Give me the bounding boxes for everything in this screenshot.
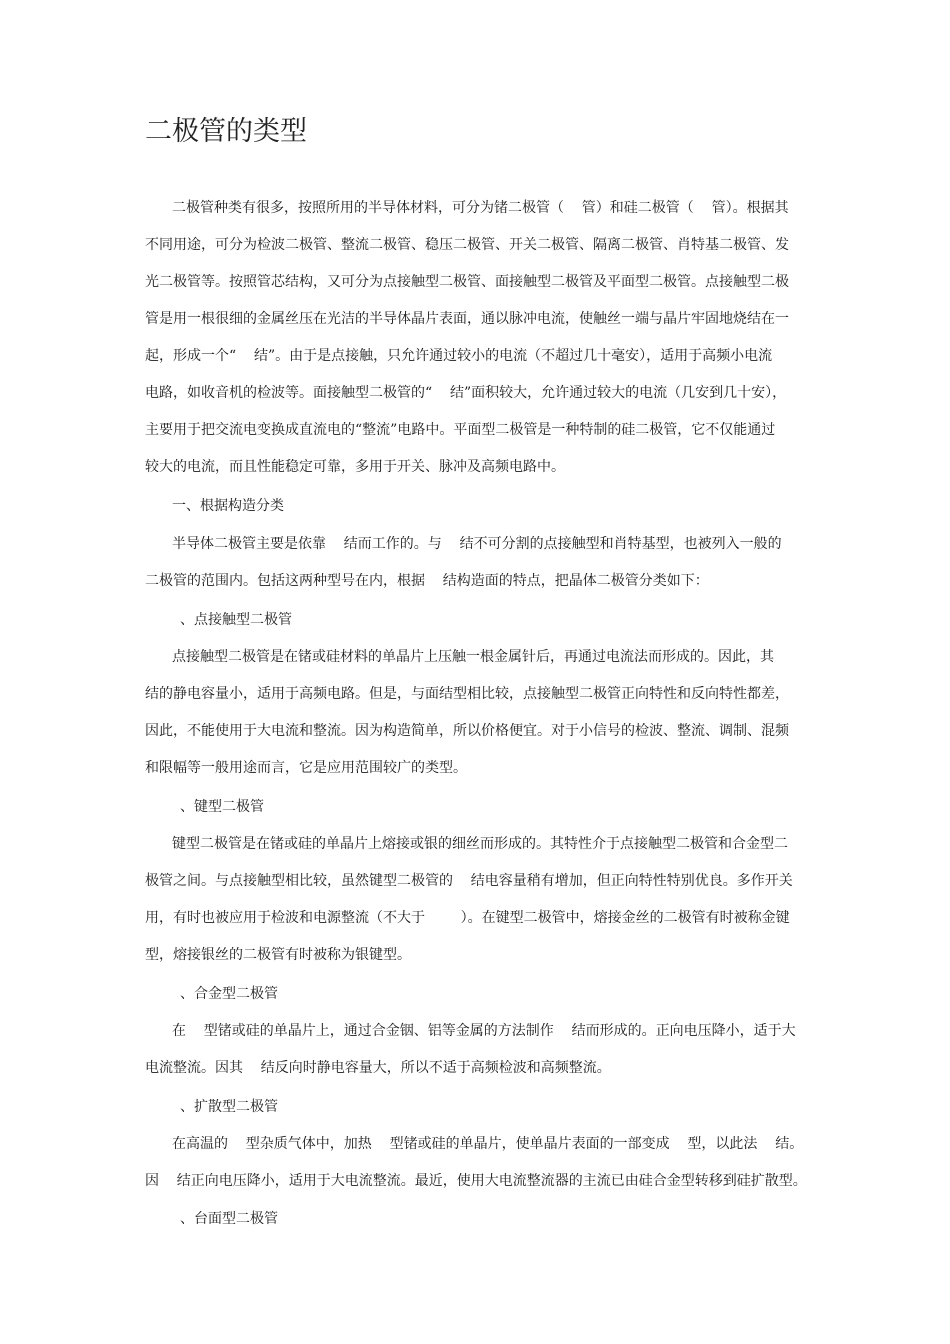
section-body-line: 型，熔接银丝的二极管有时被称为银键型。: [145, 947, 411, 963]
section-body-line: 用，有时也被应用于检波和电源整流（不大于 ）。在键型二极管中，熔接金丝的二极管有时被称金键: [145, 910, 790, 926]
section-body-line: 和限幅等一般用途而言，它是应用范围较广的类型。: [145, 760, 467, 776]
intro-line: 主要用于把交流电变换成直流电的“整流”电路中。平面型二极管是一种特制的硅二极管，它不仅能通过: [145, 422, 776, 438]
section-body-line: 在 型锗或硅的单晶片上，通过合金铟、铝等金属的方法制作 结而形成的。正向电压降小，适于大: [172, 1023, 796, 1039]
section-body-line: 在高温的 型杂质气体中，加热 型锗或硅的单晶片，使单晶片表面的一部变成 型，以此法 结。: [172, 1136, 804, 1152]
intro-line: 管是用一根很细的金属丝压在光洁的半导体晶片表面，通以脉冲电流，使触丝一端与晶片牢固地烧结在一: [145, 311, 789, 327]
intro-line: 起，形成一个“ 结”。由于是点接触，只允许通过较小的电流（不超过几十毫安），适用于高频小电流: [145, 348, 773, 364]
subsection-heading: 、扩散型二极管: [180, 1099, 278, 1115]
subsection-heading: 、台面型二极管: [180, 1211, 278, 1227]
intro-line: 较大的电流，而且性能稳定可靠，多用于开关、脉冲及高频电路中。: [145, 459, 565, 475]
intro-line: 不同用途，可分为检波二极管、整流二极管、稳压二极管、开关二极管、隔离二极管、肖特基二极管、发: [145, 237, 789, 253]
subsection-heading: 、点接触型二极管: [180, 612, 292, 628]
section-body-line: 结的静电容量小，适用于高频电路。但是，与面结型相比较，点接触型二极管正向特性和反向特性都差，: [145, 686, 789, 702]
intro-line: 二极管种类有很多，按照所用的半导体材料，可分为锗二极管（ 管）和硅二极管（ 管）。根据其: [172, 200, 789, 216]
section-body-line: 半导体二极管主要是依靠 结而工作的。与 结不可分割的点接触型和肖特基型，也被列入一般的: [172, 536, 782, 552]
subsection-heading: 、合金型二极管: [180, 986, 278, 1002]
section-body-line: 极管之间。与点接触型相比较，虽然键型二极管的 结电容量稍有增加，但正向特性特别优良。多作开关: [145, 873, 793, 889]
subsection-heading: 、键型二极管: [180, 799, 264, 815]
intro-line: 光二极管等。按照管芯结构，又可分为点接触型二极管、面接触型二极管及平面型二极管。点接触型二极: [145, 274, 789, 290]
intro-line: 电路，如收音机的检波等。面接触型二极管的“ 结”面积较大，允许通过较大的电流（几安到几十安），: [145, 385, 787, 401]
section-body-line: 点接触型二极管是在锗或硅材料的单晶片上压触一根金属针后，再通过电流法而形成的。因此，其: [172, 649, 774, 665]
section-body-line: 电流整流。因其 结反向时静电容量大，所以不适于高频检波和高频整流。: [145, 1060, 611, 1076]
section-body-line: 因 结正向电压降小，适用于大电流整流。最近，使用大电流整流器的主流已由硅合金型转移到硅扩散型。: [145, 1173, 807, 1189]
section-heading: 一、根据构造分类: [172, 498, 284, 514]
page-title: 二极管的类型: [145, 116, 307, 147]
section-body-line: 二极管的范围内。包括这两种型号在内，根据 结构造面的特点，把晶体二极管分类如下：: [145, 573, 709, 589]
section-body-line: 因此，不能使用于大电流和整流。因为构造简单，所以价格便宜。对于小信号的检波、整流、调制、混频: [145, 723, 789, 739]
section-body-line: 键型二极管是在锗或硅的单晶片上熔接或银的细丝而形成的。其特性介于点接触型二极管和合金型二: [172, 836, 788, 852]
